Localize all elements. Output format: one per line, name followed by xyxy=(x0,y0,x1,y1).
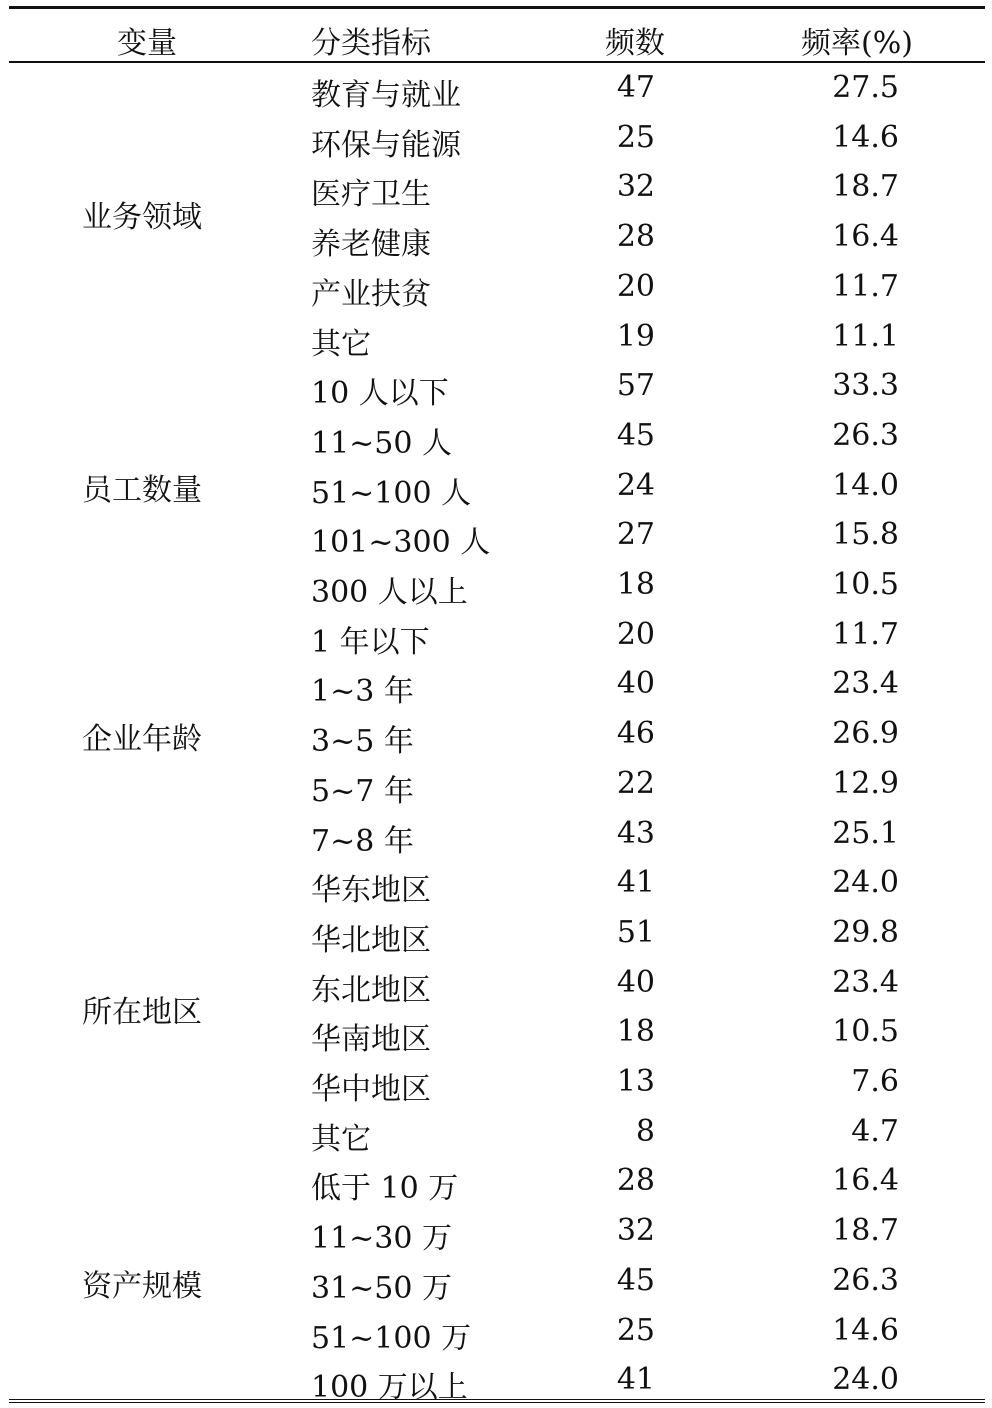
cell-frequency: 47 xyxy=(616,70,655,105)
table-row xyxy=(9,1256,985,1306)
cell-category: 其它 xyxy=(311,326,371,362)
cell-category: 51~100 万 xyxy=(311,1320,472,1356)
cell-category: 11~50 人 xyxy=(311,425,453,461)
cell-frequency: 28 xyxy=(616,219,655,255)
cell-rate: 18.7 xyxy=(832,169,899,205)
cell-category: 31~50 万 xyxy=(311,1270,453,1306)
cell-frequency: 18 xyxy=(616,1014,655,1050)
statistics-table xyxy=(9,6,985,1406)
cell-category: 东北地区 xyxy=(311,972,431,1008)
cell-rate: 14.6 xyxy=(832,119,899,155)
table-body xyxy=(9,63,985,1406)
cell-category: 其它 xyxy=(311,1121,371,1157)
table-row xyxy=(9,1057,985,1107)
table-row xyxy=(9,659,985,709)
table-header-row xyxy=(9,9,985,61)
cell-rate: 12.9 xyxy=(832,765,899,801)
cell-frequency: 22 xyxy=(616,765,655,801)
cell-rate: 26.9 xyxy=(832,716,899,752)
cell-rate: 16.4 xyxy=(832,219,899,255)
table-row xyxy=(9,1156,985,1206)
cell-frequency: 40 xyxy=(616,964,655,1000)
cell-rate: 4.7 xyxy=(851,1113,899,1149)
cell-category: 华南地区 xyxy=(311,1022,431,1058)
table-row xyxy=(9,1206,985,1256)
cell-frequency: 8 xyxy=(635,1113,655,1149)
table-row xyxy=(9,212,985,262)
cell-rate: 27.5 xyxy=(832,70,899,105)
cell-rate: 10.5 xyxy=(832,567,899,602)
cell-frequency: 13 xyxy=(616,1064,655,1099)
cell-frequency: 41 xyxy=(616,865,655,901)
cell-rate: 11.7 xyxy=(832,616,899,652)
cell-category: 产业扶贫 xyxy=(311,276,431,312)
cell-category: 1~3 年 xyxy=(311,674,414,710)
cell-category: 教育与就业 xyxy=(311,78,461,113)
cell-frequency: 32 xyxy=(616,1213,655,1249)
cell-category: 华北地区 xyxy=(311,922,431,958)
cell-rate: 7.6 xyxy=(851,1064,899,1099)
cell-rate: 26.3 xyxy=(832,1262,899,1298)
cell-frequency: 57 xyxy=(616,368,655,404)
cell-category: 100 万以上 xyxy=(311,1370,468,1406)
table-row xyxy=(9,361,985,411)
group-label: 业务领域 xyxy=(82,200,202,236)
cell-rate: 24.0 xyxy=(832,865,899,901)
group-label: 资产规模 xyxy=(82,1268,202,1304)
table-row xyxy=(9,1306,985,1356)
table-row xyxy=(9,461,985,511)
table-row xyxy=(9,759,985,809)
table-row xyxy=(9,858,985,908)
cell-frequency: 28 xyxy=(616,1163,655,1199)
cell-rate: 23.4 xyxy=(832,964,899,1000)
group-label: 企业年龄 xyxy=(82,721,202,757)
cell-category: 环保与能源 xyxy=(311,127,461,163)
header-rate: 频率(%) xyxy=(801,26,913,61)
table-row xyxy=(9,560,985,610)
cell-frequency: 27 xyxy=(616,517,655,553)
cell-frequency: 25 xyxy=(616,1312,655,1348)
cell-category: 华中地区 xyxy=(311,1072,431,1107)
cell-frequency: 45 xyxy=(616,1262,655,1298)
cell-frequency: 51 xyxy=(616,914,655,950)
cell-rate: 26.3 xyxy=(832,417,899,453)
cell-frequency: 46 xyxy=(616,716,655,752)
table-row xyxy=(9,113,985,163)
cell-frequency: 25 xyxy=(616,119,655,155)
table-row xyxy=(9,1355,985,1405)
cell-rate: 16.4 xyxy=(832,1163,899,1199)
table-row xyxy=(9,411,985,461)
cell-rate: 11.1 xyxy=(832,318,899,354)
cell-category: 低于 10 万 xyxy=(311,1171,459,1207)
table-row xyxy=(9,908,985,958)
cell-rate: 10.5 xyxy=(832,1014,899,1050)
table-row xyxy=(9,262,985,312)
header-category: 分类指标 xyxy=(311,26,431,61)
cell-category: 医疗卫生 xyxy=(311,177,431,213)
cell-category: 300 人以上 xyxy=(311,575,468,610)
cell-rate: 14.0 xyxy=(832,467,899,503)
cell-category: 1 年以下 xyxy=(311,624,430,660)
table-row xyxy=(9,610,985,660)
table-row xyxy=(9,809,985,859)
cell-category: 101~300 人 xyxy=(311,525,491,561)
cell-frequency: 40 xyxy=(616,666,655,702)
cell-category: 华东地区 xyxy=(311,873,431,909)
table-row xyxy=(9,958,985,1008)
cell-frequency: 18 xyxy=(616,567,655,602)
table-row xyxy=(9,162,985,212)
table-row xyxy=(9,1007,985,1057)
cell-rate: 23.4 xyxy=(832,666,899,702)
group-label: 所在地区 xyxy=(82,995,202,1031)
cell-frequency: 20 xyxy=(616,616,655,652)
header-variable: 变量 xyxy=(117,26,177,61)
cell-category: 3~5 年 xyxy=(311,724,414,760)
cell-rate: 33.3 xyxy=(832,368,899,404)
cell-frequency: 24 xyxy=(616,467,655,503)
cell-frequency: 43 xyxy=(616,815,655,851)
table-row xyxy=(9,312,985,362)
header-frequency: 频数 xyxy=(605,26,665,61)
cell-frequency: 32 xyxy=(616,169,655,205)
cell-rate: 14.6 xyxy=(832,1312,899,1348)
cell-frequency: 45 xyxy=(616,417,655,453)
table-row xyxy=(9,1107,985,1157)
table-row xyxy=(9,63,985,113)
cell-frequency: 20 xyxy=(616,268,655,304)
cell-category: 7~8 年 xyxy=(311,823,414,859)
cell-category: 10 人以下 xyxy=(311,376,449,412)
cell-frequency: 19 xyxy=(616,318,655,354)
table-row xyxy=(9,510,985,560)
cell-category: 51~100 人 xyxy=(311,475,472,511)
cell-category: 11~30 万 xyxy=(311,1221,453,1257)
cell-rate: 25.1 xyxy=(832,815,899,851)
cell-rate: 15.8 xyxy=(832,517,899,553)
cell-rate: 24.0 xyxy=(832,1362,899,1398)
cell-frequency: 41 xyxy=(616,1362,655,1398)
cell-category: 5~7 年 xyxy=(311,773,414,809)
table-row xyxy=(9,709,985,759)
group-label: 员工数量 xyxy=(82,473,202,509)
cell-rate: 29.8 xyxy=(832,914,899,950)
cell-rate: 11.7 xyxy=(832,268,899,304)
cell-rate: 18.7 xyxy=(832,1213,899,1249)
cell-category: 养老健康 xyxy=(311,227,431,263)
